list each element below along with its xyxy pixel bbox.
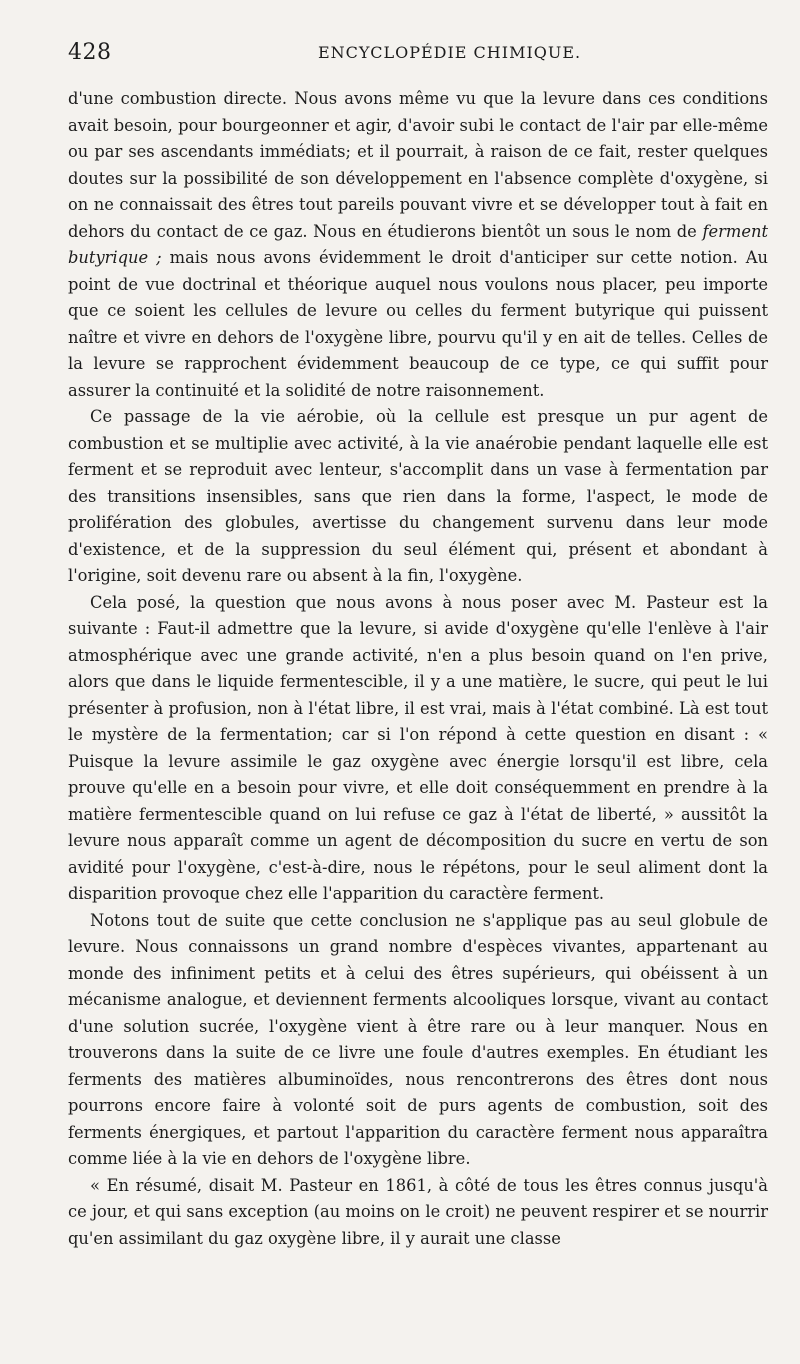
paragraph-4: Notons tout de suite que cette conclusion ne s'applique pas au seul globule de levure. Nous connaissons un grand nombre d'espèces vivantes, appartenant au monde des infiniment petits et à celui des êtres supérieurs, qui obéissent à un mécanisme analogue, et deviennent ferments alcooliques lorsque, vivant au contact d'une solution sucrée, l'oxygène vient à être rare ou à leur manquer. Nous en trouverons dans la suite de ce livre une foule d'autres exemples. En étudiant les ferments des matières albuminoïdes, nous rencontrerons des êtres dont nous pourrons encore faire à volonté soit de purs agents de combustion, soit des ferments énergiques, et partout l'apparition du caractère ferment nous apparaîtra comme liée à la vie en dehors de l'oxygène libre. bbox=[68, 910, 768, 1168]
paragraph-1-after: mais nous avons évidemment le droit d'anticiper sur cette notion. Au point de vue doctrinal et théorique auquel nous voulons nous placer, peu importe que ce soient les cellules de levure ou celles du ferment butyrique qui puissent naître et vivre en dehors de l'oxygène libre, pourvu qu'il y en ait de telles. Celles de la levure se rapprochent évidemment beaucoup de ce type, ce qui suffit pour assurer la continuité et la solidité de notre raisonnement. bbox=[68, 248, 768, 400]
running-title: ENCYCLOPÉDIE CHIMIQUE. bbox=[318, 43, 582, 62]
paragraph-3: Cela posé, la question que nous avons à nous poser avec M. Pasteur est la suivante : Faut-il admettre que la levure, si avide d'oxygène qu'elle l'enlève à l'air atmosphérique avec une grande activité, n'en a plus besoin quand on l'en prive, alors que dans le liquide fermentescible, il y a une matière, le sucre, qui peut le lui présenter à profusion, non à l'état libre, il est vrai, mais à l'état combiné. Là est tout le mystère de la fermentation; car si l'on répond à cette question en disant : « Puisque la levure assimile le gaz oxygène avec énergie lorsqu'il est libre, cela prouve qu'elle en a besoin pour vivre, et elle doit conséquemment en prendre à la matière fermentescible quand on lui refuse ce gaz à l'état de liberté, » aussitôt la levure nous apparaît comme un agent de décomposition du sucre en vertu de son avidité pour l'oxygène, c'est-à-dire, nous le répétons, pour le seul aliment dont la disparition provoque chez elle l'apparition du caractère ferment. bbox=[68, 592, 768, 903]
page-header bbox=[68, 40, 768, 70]
paragraph-1 bbox=[68, 86, 768, 404]
paragraph-5: « En résumé, disait M. Pasteur en 1861, à côté de tous les êtres connus jusqu'à ce jour, et qui sans exception (au moins on le croit) ne peuvent respirer et se nourrir qu'en assimilant du gaz oxygène libre, il y aurait une classe bbox=[68, 1175, 768, 1248]
body-text bbox=[68, 86, 768, 1252]
page-number: 428 bbox=[68, 40, 112, 65]
paragraph-2: Ce passage de la vie aérobie, où la cellule est presque un pur agent de combustion et se multiplie avec activité, à la vie anaérobie pendant laquelle elle est ferment et se reproduit avec lenteur, s'accomplit dans un vase à fermentation par des transitions insensibles, sans que rien dans la forme, l'aspect, le mode de prolifération des globules, avertisse du changement survenu dans leur mode d'existence, et de la suppression du seul élément qui, présent et abondant à l'origine, soit devenu rare ou absent à la fin, l'oxygène. bbox=[68, 407, 768, 585]
paragraph-1-before: d'une combustion directe. Nous avons même vu que la levure dans ces conditions avait besoin, pour bourgeonner et agir, d'avoir subi le contact de l'air par elle-même ou par ses ascendants immédiats; et il pourrait, à raison de ce fait, rester quelques doutes sur la possibilité de son développement en l'absence complète d'oxygène, si on ne connaissait des êtres tout pareils pouvant vivre et se développer tout à fait en dehors du contact de ce gaz. Nous en étudierons bientôt un sous le nom de bbox=[68, 89, 768, 241]
emphasis-ferment-butyrique: ferment butyrique ; bbox=[68, 221, 768, 267]
